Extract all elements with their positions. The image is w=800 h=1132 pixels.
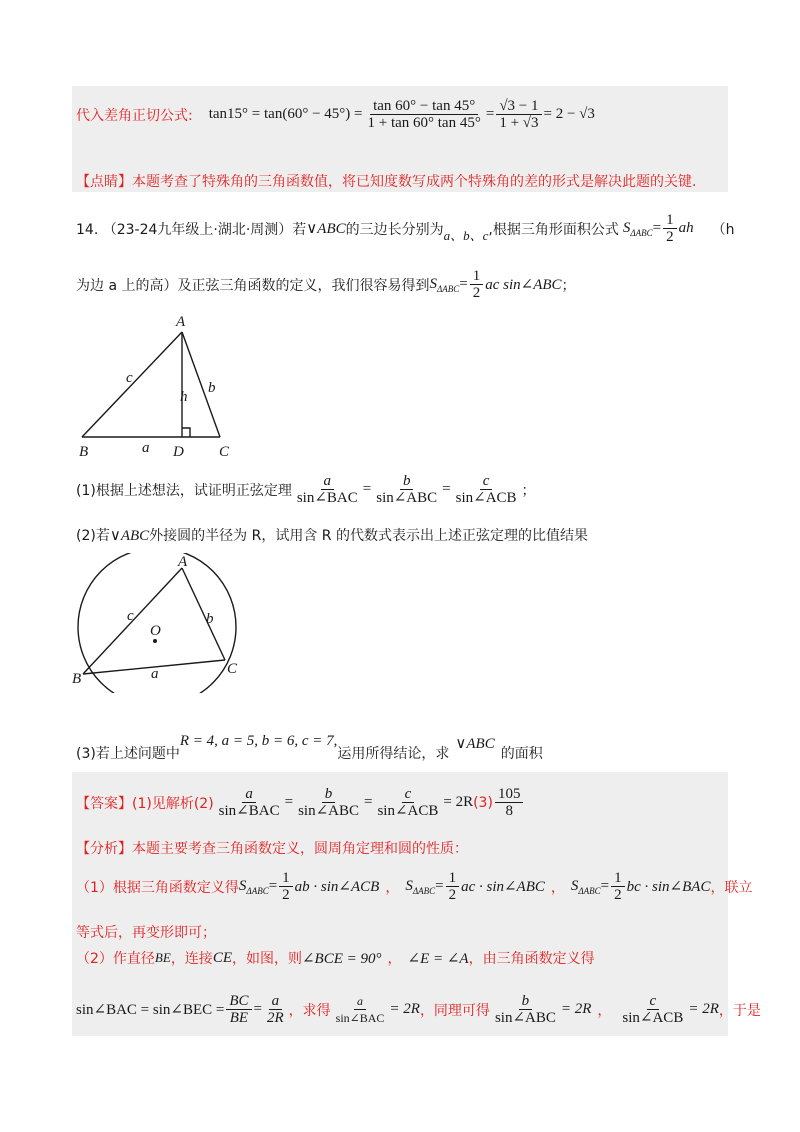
substitution-label: 代入差角正切公式: — [76, 107, 193, 124]
area-formula-text: ,根据三角形面积公式 — [488, 221, 619, 238]
analysis-heading: 【分析】本题主要考查三角函数定义，圆周角定理和圆的性质： — [76, 841, 468, 857]
question-14-text-2: 为边 a 上的高）及正弦三角函数的定义，我们很容易得到 — [76, 277, 430, 294]
part-3-text: 运用所得结论，求 — [337, 746, 450, 762]
triangle-symbol: ∨ABC — [109, 527, 150, 544]
tan-lhs: tan15° = tan(60° − 45°) = — [208, 106, 363, 122]
right-angle-mark — [182, 428, 190, 437]
triangle-symbol: ∨ABC — [306, 221, 346, 237]
answer-part-3-label: (3) — [473, 794, 493, 811]
vertex-c-label: C — [219, 444, 230, 460]
part-2-row — [76, 525, 588, 545]
area-symbol-2: $S_{\Delta ABC}$ — [429, 275, 460, 294]
tan-fraction-1: $\frac{\tan 60^\circ - \tan 45^\circ}{1 + \tan 60^\circ \tan 45^\circ}$ — [367, 98, 481, 131]
vertex-a-label: A — [176, 314, 186, 330]
law-of-sines-fraction-a: $\frac{a}{\text{sin∠BAC}}$ — [296, 473, 358, 506]
key-point-comment: 【点睛】本题考查了特殊角的三角函数值，将已知度数写成两个特殊角的差的形式是解决此题的关键. — [76, 174, 697, 190]
given-values: R = 4, a = 5, b = 6, c = 7, — [179, 732, 338, 749]
side-c-label: c — [126, 370, 133, 386]
vertex-b-label: B — [72, 671, 82, 687]
tan-fraction-2: $\frac{√3 - 1}{1 + √3}$ — [496, 98, 541, 131]
answer-row: 【答案】(1)见解析(2) $\frac{a}{\text{sin∠BAC}}$ = $\frac{b}{\text{sin∠ABC}}$ = $\frac{c}{\text{sin∠ACB}}$ = 2R (3) $\frac{105}{8}$ — [76, 786, 525, 819]
vertex-b-label: B — [79, 444, 89, 460]
analysis-line-4: sin∠BAC = sin∠BEC = $\frac{BC}{BE}$ = $\frac{a}{2R}$ ，求得 $\frac{a}{\text{sin∠BAC}}$ = 2R ，同理可得 $\frac{b}{\text{sin∠ABC}}$ = 2R ， $\frac{c}{\text{sin∠ACB}}$ = 2R ，于是 — [76, 993, 761, 1026]
area-symbol: $S_{\Delta ABC}$ — [622, 219, 653, 238]
triangle-symbol: ∨ABC — [455, 735, 495, 752]
height-label: h — [180, 389, 188, 405]
part-2-prefix: (2)若 — [76, 528, 110, 544]
height-note: （h — [711, 221, 735, 238]
law-of-sines-fraction-b: $\frac{b}{\text{sin∠ABC}}$ — [376, 473, 438, 506]
ah-term: ah — [678, 220, 694, 236]
side-names: a、b、c — [443, 228, 489, 243]
answer-fraction-a: $\frac{a}{\text{sin∠BAC}}$ — [218, 786, 280, 819]
side-b-line — [182, 568, 225, 660]
side-a-label: a — [151, 666, 159, 682]
tan-result: = 2 − √3 — [543, 106, 595, 122]
side-c-label: c — [127, 608, 134, 624]
question-14-text: 的三边长分别为 — [345, 221, 444, 238]
analysis-line-1: （1）根据三角函数定义得 $S_{\Delta ABC}$ = $\frac{1}{2}$ ab · sin∠ACB ， $S_{\Delta ABC}$ = $\frac{1}{2}$ ac · sin∠ABC ， $S_{\Delta ABC}$ = $\frac{1}{2}$ bc · sin∠BAC ，联立 — [76, 870, 753, 903]
center-o-label: O — [150, 623, 161, 639]
part-2-text: 外接圆的半径为 R，试用含 R 的代数式表示出上述正弦定理的比值结果 — [149, 528, 588, 544]
side-a-label: a — [142, 440, 150, 456]
answer-fraction-b: $\frac{b}{\text{sin∠ABC}}$ — [298, 786, 359, 819]
answer-fraction-c: $\frac{c}{\text{sin∠ACB}}$ — [377, 786, 439, 819]
question-14-intro: 14. （23-24九年级上·湖北·周测）若 — [76, 221, 307, 238]
triangle-altitude-figure — [70, 310, 250, 460]
analysis-line-3: （2）作直径 BE ，连接 CE ，如图，则 ∠BCE = 90° ， ∠E = ∠A ，由三角函数定义得 — [76, 949, 595, 967]
part-1-text: (1)根据上述想法，试证明正弦定理 — [76, 482, 292, 499]
side-b-label: b — [206, 611, 214, 627]
vertex-a-label: A — [178, 554, 188, 570]
tan-formula-row — [76, 98, 595, 131]
answer-label: 【答案】(1)见解析(2) — [76, 795, 214, 812]
half-fraction: $\frac{1}{2}$ — [663, 212, 677, 245]
part-1-row: (1)根据上述想法，试证明正弦定理 $\frac{a}{\text{sin∠BAC}}$ = $\frac{b}{\text{sin∠ABC}}$ = $\frac{c}{\text{sin∠ACB}}$ ； — [76, 473, 536, 506]
law-of-sines-fraction-c: $\frac{c}{\text{sin∠ACB}}$ — [455, 473, 517, 506]
half-fraction-2: $\frac{1}{2}$ — [470, 268, 484, 301]
part-3-prefix: (3)若上述问题中 — [76, 746, 180, 762]
answer-2r: = 2R — [443, 794, 474, 810]
circumcircle-figure — [65, 553, 255, 693]
answer-area-fraction: $\frac{105}{8}$ — [495, 786, 524, 819]
foot-d-label: D — [173, 444, 184, 460]
equals-sign: = — [485, 106, 495, 122]
analysis-line-2: 等式后，再变形即可； — [76, 925, 216, 941]
question-14-line-2: 为边 a 上的高）及正弦三角函数的定义，我们很容易得到 $S_{\Delta ABC}$ = $\frac{1}{2}$ ac sin∠ABC ； — [76, 268, 576, 301]
side-b-label: b — [208, 380, 216, 396]
question-14-line-1 — [76, 212, 734, 245]
part-3-row — [76, 732, 543, 762]
vertex-c-label: C — [227, 661, 238, 677]
sine-area-formula: ac sin∠ABC — [485, 277, 562, 293]
center-point — [153, 639, 157, 643]
equals-sign: = — [652, 220, 662, 236]
part-3-suffix: 的面积 — [500, 746, 543, 762]
